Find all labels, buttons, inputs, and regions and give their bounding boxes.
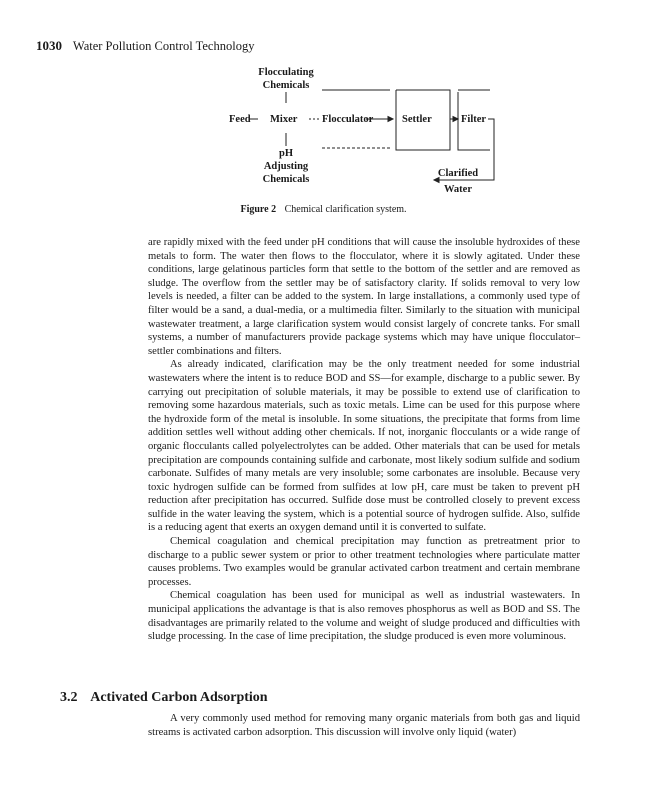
section-number: 3.2 <box>60 690 78 705</box>
page-number: 1030 <box>36 38 62 53</box>
mixer-label: Mixer <box>270 114 298 125</box>
chemicals-top-label: Chemicals <box>262 80 310 91</box>
arrow-to-filter <box>453 117 458 122</box>
process-flow-diagram <box>0 0 647 230</box>
section-heading <box>60 690 268 706</box>
paragraph: A very commonly used method for removing many organic materials from both gas and liquid streams is activated carbon adsorption. This discussion will involve only liquid (water) <box>148 713 580 738</box>
figure-caption <box>0 204 647 215</box>
flocculator-label: Flocculator <box>322 114 374 125</box>
adjusting-label: Adjusting <box>263 161 309 172</box>
figure-caption-text: Chemical clarification system. <box>284 204 407 215</box>
paragraph: As already indicated, clarification may be the only treatment needed for some industrial wastewaters where the intent is to reduce BOD and SS—for example, discharge to a public sewer. By carrying out precipitation of soluble materials, it may be possible to extend use of clarification to removing some hazardous materials, such as toxic metals. Lime can be used for this purpose where the hydroxide form of the metal is insoluble. In some situations, the precipitate that forms from lime addition settles well without adding other chemicals. If not, inorganic flocculants or a wide range of organic flocculants called polyelectrolytes can be added. Other materials that can be used for metals precipitation are compounds containing sulfide and carbonate, most likely sodium sulfide and sodium carbonate. Sulfides of many metals are very insoluble; some carbonates are insoluble. Because very toxic hydrogen sulfide can be formed from sulfides at low pH, care must be taken to prevent pH reduction after precipitation has occurred. Sulfide dose must be controlled closely to prevent excess sulfide in the water leaving the system, which is a potential source of hydrogen sulfide. Also, sulfide is a reducing agent that exerts an oxygen demand until it is converted to sulfate. <box>148 359 580 534</box>
section-body <box>148 712 580 739</box>
body-text <box>148 236 580 644</box>
filter-label: Filter <box>461 114 487 125</box>
water-label: Water <box>444 184 472 195</box>
figure-caption-label: Figure 2 <box>240 204 277 215</box>
flocculating-label: Flocculating <box>258 67 314 78</box>
settler-label: Settler <box>402 114 432 125</box>
paragraph: are rapidly mixed with the feed under pH conditions that will cause the insoluble hydroxides of these metals to form. The water then flows to the flocculator, where it is slowly agitated. Under these conditions, large gelatinous particles form that settle to the bottom of the settler and are removed as sludge. The overflow from the settler may be of satisfactory clarity. If solids removal to very low levels is needed, a filter can be added to the system. In large installations, a commonly used type of filter would be a sand, a dual-media, or a multimedia filter. Similarly to the situation with municipal wastewater treatment, a large clarification system would consist largely of concrete tanks. For small systems, a number of manufacturers provide package systems which may have unique flocculator–settler combinations and filters. <box>148 237 580 357</box>
paragraph: Chemical coagulation and chemical precipitation may function as pretreatment prior to discharge to a public sewer system or prior to other treatment technologies where particulate matter causes problems. Two examples would be granular activated carbon treatment and certain membrane processes. <box>148 536 580 588</box>
ph-label: pH <box>278 148 294 159</box>
section-title: Activated Carbon Adsorption <box>90 690 268 705</box>
arrow-to-settler <box>388 117 393 122</box>
feed-label: Feed <box>229 114 251 125</box>
paragraph: Chemical coagulation has been used for municipal as well as industrial wastewaters. In municipal applications the advantage is that is also removes phosphorus as well as BOD and SS. The disadvantages are primarily related to the volume and weight of sludge produced and difficulties with sludge processing. In the case of lime precipitation, the sludge produced is even more voluminous. <box>148 590 580 643</box>
clarified-label: Clarified <box>437 168 479 179</box>
running-title: Water Pollution Control Technology <box>72 39 255 53</box>
chemicals-bottom-label: Chemicals <box>262 174 310 185</box>
